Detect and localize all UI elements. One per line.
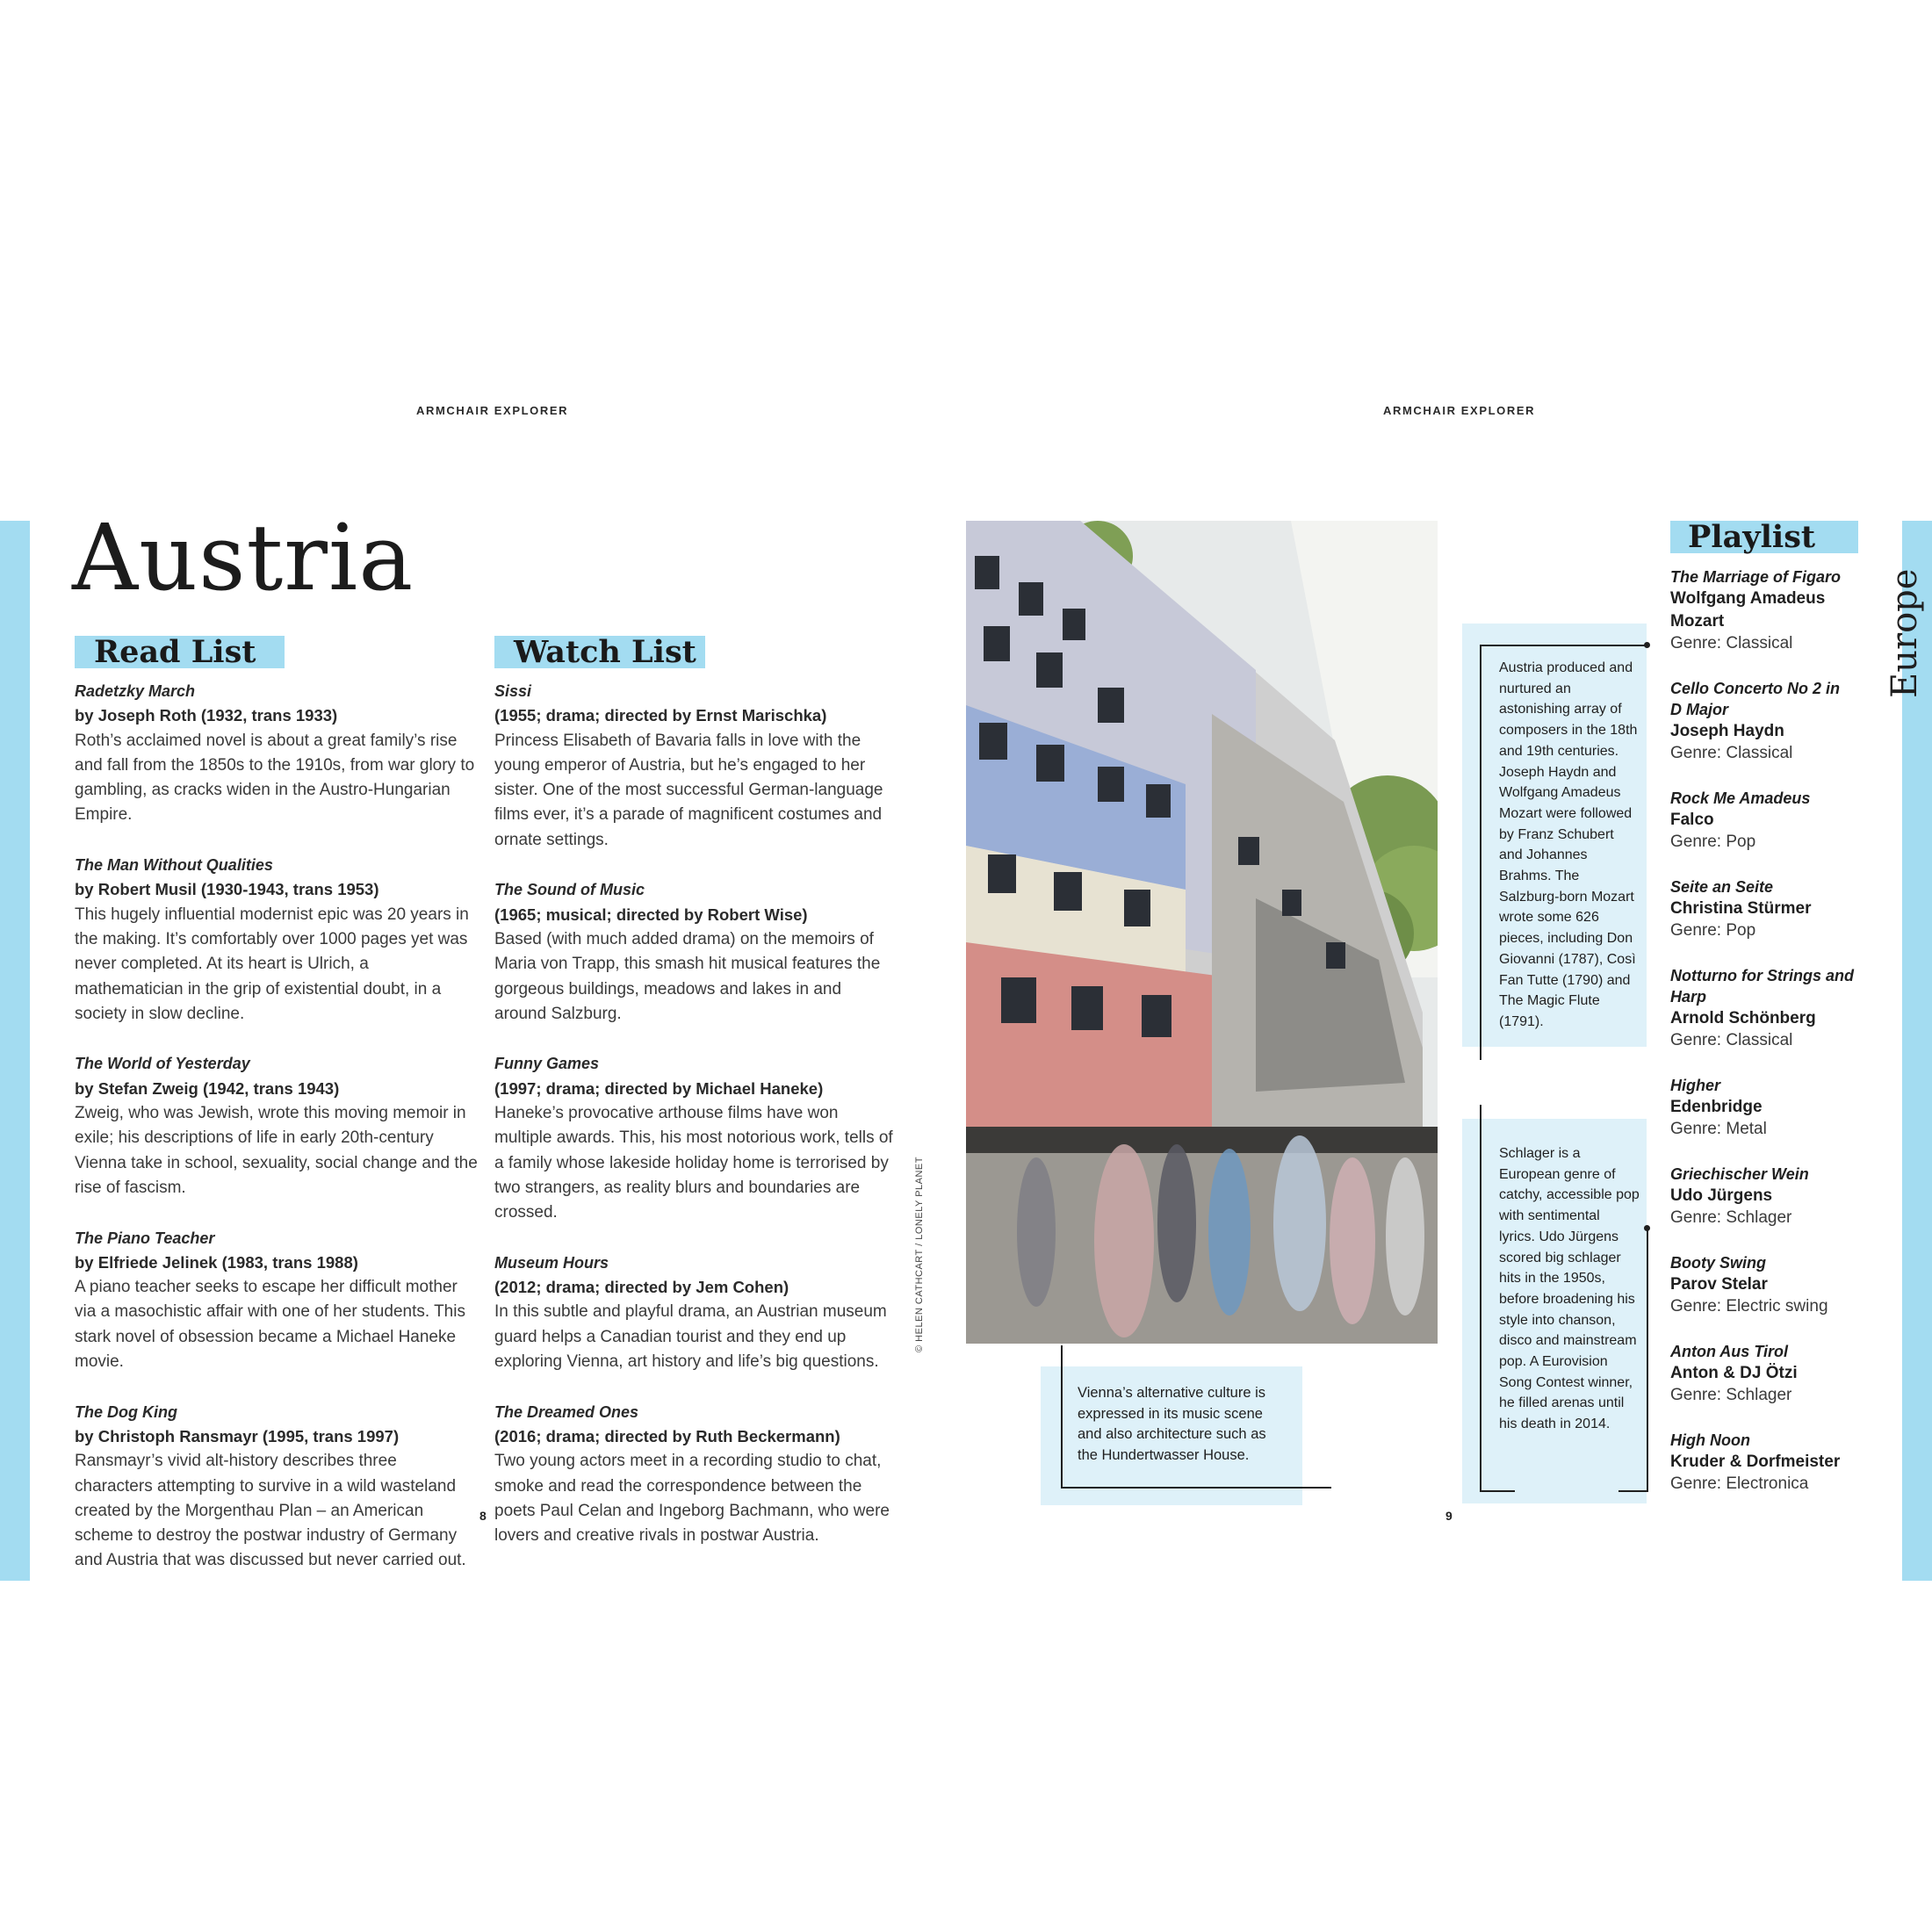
book-title: Radetzky March	[75, 682, 196, 700]
region-tab-label: Europe	[1885, 568, 1925, 698]
song-genre: Genre: Pop	[1670, 921, 1756, 940]
song-genre: Genre: Pop	[1670, 833, 1756, 851]
photo-credit: © HELEN CATHCART / LONELY PLANET	[914, 1157, 925, 1352]
song-genre: Genre: Electric swing	[1670, 1297, 1828, 1316]
song-artist: Anton & DJ Ötzi	[1670, 1363, 1798, 1382]
song-title: Notturno for Strings and Harp	[1670, 966, 1854, 1006]
running-head-left: ARMCHAIR EXPLORER	[416, 404, 569, 417]
song-genre: Genre: Electronica	[1670, 1474, 1809, 1493]
watch-list-heading-text: Watch List	[514, 634, 696, 670]
watch-list-item	[494, 1251, 894, 1374]
playlist-item	[1670, 788, 1855, 854]
film-byline: (2016; drama; directed by Ruth Beckermann)	[494, 1426, 840, 1445]
song-genre: Genre: Metal	[1670, 1120, 1767, 1138]
song-title: Seite an Seite	[1670, 877, 1774, 896]
film-description: Haneke’s provocative arthouse films have won multiple awards. This, his most notorious work, tells of a family whose lakeside holiday home is terrorised by two strangers, as reality blurs and boundaries are crossed.	[494, 1104, 893, 1222]
composers-text: Austria produced and nurtured an astonishing array of composers in the 18th and 19th centuries. Joseph Haydn and Wolfgang Amadeus Mozart were followed by Franz Schubert and Johannes Brahms. The Salzburg-born Mozart wrote some 626 pieces, including Don Giovanni (1787), Così Fan Tutte (1790) and The Magic Flute (1791).	[1499, 660, 1638, 1029]
playlist-heading	[1670, 521, 1858, 553]
film-byline: (2012; drama; directed by Jem Cohen)	[494, 1278, 789, 1297]
composers-rule-vertical	[1480, 645, 1481, 1060]
song-artist: Falco	[1670, 810, 1714, 829]
film-description: Based (with much added drama) on the memoirs of Maria von Trapp, this smash hit musical features the gorgeous buildings, meadows and lakes in and around Salzburg.	[494, 929, 881, 1023]
schlager-text: Schlager is a European genre of catchy, accessible pop with sentimental lyrics. Udo Jürgens scored big schlager hits in the 1950s, before broadening his style into chanson, disco and mainstream pop. A Eurovision Song Contest winner, he filled arenas until his death in 2014.	[1499, 1146, 1640, 1432]
film-title: Funny Games	[494, 1055, 600, 1073]
song-artist: Kruder & Dorfmeister	[1670, 1452, 1841, 1471]
song-title: Rock Me Amadeus	[1670, 789, 1811, 807]
watch-list-item	[494, 877, 894, 1027]
read-list-heading-text: Read List	[94, 634, 256, 670]
caption-rule-horizontal	[1061, 1487, 1331, 1489]
song-artist: Wolfgang Amadeus Mozart	[1670, 589, 1826, 631]
read-list-item	[75, 679, 479, 828]
song-title: Griechischer Wein	[1670, 1164, 1809, 1183]
book-description: A piano teacher seeks to escape her difficult mother via a masochistic affair with one of her students. This stark novel of obsession became a Michael Haneke movie.	[75, 1278, 465, 1372]
song-title: Anton Aus Tirol	[1670, 1342, 1788, 1360]
hundertwasser-house-photo	[966, 521, 1438, 1344]
watch-list-item	[494, 1400, 894, 1549]
film-description: Princess Elisabeth of Bavaria falls in love with the young emperor of Austria, but he’s engaged to her sister. One of the most successful German-language films ever, it’s a parade of magnificent costumes and ornate settings.	[494, 731, 883, 849]
schlager-rule-vertical	[1480, 1105, 1481, 1491]
playlist	[1670, 566, 1855, 1518]
playlist-item	[1670, 566, 1855, 655]
playlist-item	[1670, 1164, 1855, 1229]
composers-connector-dot	[1644, 642, 1650, 648]
film-byline: (1955; drama; directed by Ernst Marischka)	[494, 706, 827, 725]
song-artist: Joseph Haydn	[1670, 721, 1784, 740]
book-title: The Man Without Qualities	[75, 856, 273, 875]
song-genre: Genre: Schlager	[1670, 1386, 1792, 1404]
playlist-item	[1670, 1341, 1855, 1407]
song-title: High Noon	[1670, 1431, 1750, 1449]
song-title: Higher	[1670, 1076, 1721, 1094]
playlist-heading-text: Playlist	[1688, 519, 1816, 555]
watch-list-item	[494, 679, 894, 853]
book-byline: by Stefan Zweig (1942, trans 1943)	[75, 1078, 340, 1098]
playlist-item	[1670, 1252, 1855, 1318]
page-title: Austria	[72, 504, 415, 611]
watch-list-heading	[494, 636, 705, 668]
book-description: This hugely influential modernist epic was 20 years in the making. It’s comfortably over 1000 pages yet was never completed. At its heart is Ulrich, a mathematician in the grip of existential doubt, in a society in slow decline.	[75, 905, 469, 1023]
song-artist: Edenbridge	[1670, 1097, 1763, 1116]
film-title: The Sound of Music	[494, 881, 645, 899]
playlist-item	[1670, 876, 1855, 942]
song-title: The Marriage of Figaro	[1670, 568, 1842, 586]
read-list	[75, 679, 479, 1598]
song-genre: Genre: Classical	[1670, 1031, 1793, 1049]
film-title: Museum Hours	[494, 1253, 609, 1272]
book-byline: by Joseph Roth (1932, trans 1933)	[75, 706, 338, 725]
book-title: The Piano Teacher	[75, 1229, 215, 1247]
book-byline: by Elfriede Jelinek (1983, trans 1988)	[75, 1252, 358, 1272]
photo-caption: Vienna’s alternative culture is expressed in its music scene and also architecture such as the Hundertwasser House.	[1078, 1385, 1266, 1463]
read-list-heading	[75, 636, 285, 668]
book-byline: by Christoph Ransmayr (1995, trans 1997)	[75, 1426, 400, 1445]
left-edge-bar	[0, 521, 30, 1581]
book-title: The Dog King	[75, 1402, 177, 1421]
playlist-item	[1670, 678, 1855, 765]
read-list-item	[75, 1051, 479, 1200]
film-description: In this subtle and playful drama, an Austrian museum guard helps a Canadian tourist and they end up exploring Vienna, art history and life’s big questions.	[494, 1302, 887, 1372]
page-number-left: 8	[479, 1509, 487, 1523]
composers-rule-horizontal	[1480, 645, 1647, 646]
song-genre: Genre: Classical	[1670, 634, 1793, 652]
book-byline: by Robert Musil (1930-1943, trans 1953)	[75, 880, 379, 899]
playlist-item	[1670, 1430, 1855, 1496]
film-byline: (1965; musical; directed by Robert Wise)	[494, 905, 808, 924]
song-genre: Genre: Schlager	[1670, 1208, 1792, 1227]
read-list-item	[75, 1400, 479, 1574]
caption-rule-vertical	[1061, 1345, 1063, 1488]
running-head-right: ARMCHAIR EXPLORER	[1383, 404, 1536, 417]
song-artist: Christina Stürmer	[1670, 898, 1812, 918]
playlist-item	[1670, 965, 1855, 1052]
read-list-item	[75, 853, 479, 1027]
book-description: Ransmayr’s vivid alt-history describes three characters attempting to survive in a wild wasteland created by the Morgenthau Plan – an American scheme to destroy the postwar industry of Germany and Austria that was discussed but never carried out.	[75, 1452, 466, 1570]
song-artist: Arnold Schönberg	[1670, 1008, 1816, 1027]
song-artist: Parov Stelar	[1670, 1274, 1768, 1294]
song-artist: Udo Jürgens	[1670, 1186, 1773, 1205]
song-genre: Genre: Classical	[1670, 744, 1793, 762]
book-description: Zweig, who was Jewish, wrote this moving memoir in exile; his descriptions of life in early 20th-century Vienna take in school, sexuality, social change and the rise of fascism.	[75, 1104, 478, 1197]
watch-list	[494, 679, 894, 1574]
film-byline: (1997; drama; directed by Michael Haneke)	[494, 1078, 824, 1098]
schlager-rule-right	[1647, 1229, 1648, 1490]
watch-list-item	[494, 1051, 894, 1225]
schlager-rule-bottom	[1618, 1490, 1648, 1492]
book-title: The World of Yesterday	[75, 1055, 250, 1073]
film-description: Two young actors meet in a recording studio to chat, smoke and read the correspondence between the poets Paul Celan and Ingeborg Bachmann, who were lovers and creative rivals in postwar Austria.	[494, 1452, 890, 1546]
read-list-item	[75, 1226, 479, 1375]
schlager-rule-left	[1480, 1490, 1515, 1492]
book-description: Roth’s acclaimed novel is about a great family’s rise and fall from the 1850s to the 1910s, from war glory to gambling, as cracks widen in the Austro-Hungarian Empire.	[75, 731, 475, 825]
playlist-item	[1670, 1075, 1855, 1141]
song-title: Cello Concerto No 2 in D Major	[1670, 679, 1841, 718]
schlager-connector-dot	[1644, 1225, 1650, 1231]
film-title: The Dreamed Ones	[494, 1402, 639, 1421]
page-number-right: 9	[1445, 1509, 1453, 1523]
song-title: Booty Swing	[1670, 1253, 1766, 1272]
film-title: Sissi	[494, 682, 532, 700]
